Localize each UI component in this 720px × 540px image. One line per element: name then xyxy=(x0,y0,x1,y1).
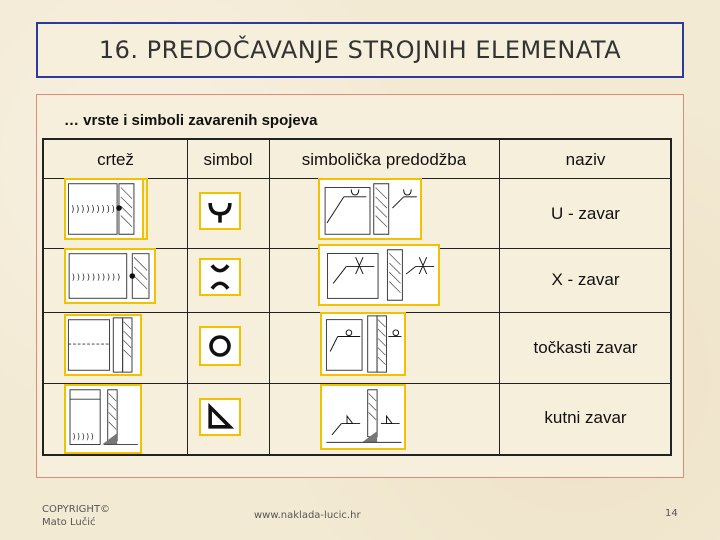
svg-text:))))))))): ))))))))) xyxy=(70,203,116,214)
drawing-x-weld xyxy=(64,248,156,304)
header-drawing: crtež xyxy=(97,150,134,169)
slide-subtitle: … vrste i simboli zavarenih spojeva xyxy=(64,112,318,129)
svg-text:)))))))))): )))))))))) xyxy=(71,271,122,282)
symbolic-fillet-weld xyxy=(320,384,406,450)
drawing-fillet-weld xyxy=(64,384,142,454)
svg-text:))))): ))))) xyxy=(71,431,95,441)
header-symbolic-representation: simbolička predodžba xyxy=(301,150,467,169)
copyright xyxy=(42,503,110,529)
spot-weld-symbol-icon xyxy=(199,326,241,366)
row-name-x-weld: X - zavar xyxy=(551,270,620,289)
drawing-spot-weld xyxy=(64,314,142,376)
header-symbol: simbol xyxy=(203,150,253,169)
header-name: naziv xyxy=(565,150,606,169)
u-weld-symbol-icon xyxy=(199,192,241,230)
row-name-spot-weld: točkasti zavar xyxy=(533,338,638,357)
row-name-u-weld: U - zavar xyxy=(551,204,620,223)
page-number: 14 xyxy=(665,508,678,519)
website-link[interactable]: www.naklada-lucic.hr xyxy=(254,510,361,521)
symbolic-x-weld xyxy=(318,244,440,306)
fillet-weld-symbol-icon xyxy=(199,398,241,436)
symbolic-u-weld xyxy=(318,178,422,240)
copyright-line2: Mato Lučić xyxy=(42,517,96,528)
title-box xyxy=(36,22,684,78)
copyright-line1: COPYRIGHT© xyxy=(42,504,111,515)
slide-title: 16. PREDOČAVANJE STROJNIH ELEMENATA xyxy=(98,36,622,64)
symbolic-spot-weld xyxy=(320,312,406,376)
drawing-u-weld-b xyxy=(124,178,148,240)
x-weld-symbol-icon xyxy=(199,258,241,296)
row-name-fillet-weld: kutni zavar xyxy=(544,408,627,427)
